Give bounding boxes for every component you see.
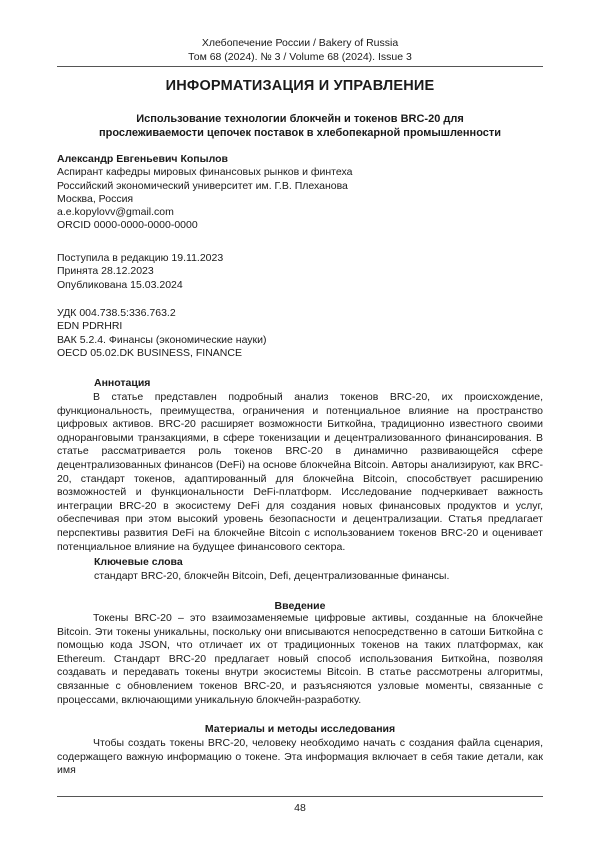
author-name: Александр Евгеньевич Копылов <box>57 153 228 165</box>
article-title: Использование технологии блокчейн и токенов BRC-20 для прослеживаемости цепочек поставок в хлебопекарной промышленности <box>98 113 502 139</box>
author-location: Москва, Россия <box>57 192 134 205</box>
materials-heading: Материалы и методы исследования <box>204 723 396 735</box>
author-email[interactable]: a.e.kopylovv@gmail.com <box>57 206 174 219</box>
abstract-text: В статье представлен подробный анализ токенов BRC-20, их происхождение, функциональность, преимущества, ограничения и потенциальное влияние на пространство цифровых активов. BRC-20 расширяет возможности Биткойна, традиционно известного своими одноранговыми транзакциями, в сфере токенизации и децентрализованного финансирования. В статье рассматривается роль токенов BRC-20 в динамично развивающейся сфере децентрализованных финансов (DeFi) на основе блокчейна Bitcoin. Авторы анализируют, как BRC-20, стандарт токенов, адаптированный для блокчейна Bitcoin, способствует расширению возможностей и функциональности DeFi-платформ. Исследование подчеркивает важность интеграции BRC-20 в экосистему DeFi для создания новых финансовых продуктов и услуг, обеспечивая при этом высокий уровень безопасности и децентрализации. Статья предлагает перспективы развития DeFi на блокчейне Bitcoin с использованием токенов BRC-20 и оценивает потенциальное влияние на будущее финансового сектора. <box>57 391 543 553</box>
dates-block <box>57 252 543 292</box>
introduction-text: Токены BRC-20 – это взаимозаменяемые цифровые активы, созданные на блокчейне Bitcoin. Эти токены уникальны, поскольку они вписываются непосредственно в сатоши Биткойна с помощью кода JSON, что отличает их от традиционных токенов на таких платформах, как Ethereum. Стандарт BRC-20 предлагает новый способ использования Биткойна, позволяя создавать и передавать токены внутри экосистемы Bitcoin. В статье рассмотрены алгоритмы, связанные с обновлением токенов BRC-20, и разъясняются узловые моменты, связанные с процессами, включающими уникальную блокчейн-разработку. <box>57 612 543 706</box>
vak-code: ВАК 5.2.4. Финансы (экономические науки) <box>57 333 267 346</box>
author-orcid: ORCID 0000-0000-0000-0000 <box>57 219 198 232</box>
materials-text: Чтобы создать токены BRC-20, человеку необходимо начать с создания файла сценария, содержащего важную информацию о токене. Эта информация включает в себя такие детали, как имя <box>57 737 543 777</box>
author-block <box>57 153 543 233</box>
date-accepted: Принята 28.12.2023 <box>57 265 154 278</box>
classification-codes <box>57 307 543 360</box>
journal-issue: Том 68 (2024). № 3 / Volume 68 (2024). Issue 3 <box>188 51 412 63</box>
introduction-heading: Введение <box>274 600 326 612</box>
keywords-heading: Ключевые слова <box>94 556 183 568</box>
footer-divider <box>57 796 543 797</box>
abstract-heading: Аннотация <box>94 377 151 389</box>
header-divider <box>57 66 543 67</box>
edn-code: EDN PDRHRI <box>57 320 123 333</box>
author-position: Аспирант кафедры мировых финансовых рынков и финтеха <box>57 166 353 179</box>
date-published: Опубликована 15.03.2024 <box>57 278 183 291</box>
date-received: Поступила в редакцию 19.11.2023 <box>57 252 224 264</box>
author-affiliation: Российский экономический университет им. Г.В. Плеханова <box>57 179 348 192</box>
section-title: ИНФОРМАТИЗАЦИЯ И УПРАВЛЕНИЕ <box>165 78 435 94</box>
keywords-text: стандарт BRC-20, блокчейн Bitcoin, Defi, децентрализованные финансы. <box>94 570 450 582</box>
journal-name: Хлебопечение России / Bakery of Russia <box>201 37 399 49</box>
page-number: 48 <box>294 802 306 814</box>
oecd-code: OECD 05.02.DK BUSINESS, FINANCE <box>57 346 242 359</box>
udc-code: УДК 004.738.5:336.763.2 <box>57 307 176 319</box>
